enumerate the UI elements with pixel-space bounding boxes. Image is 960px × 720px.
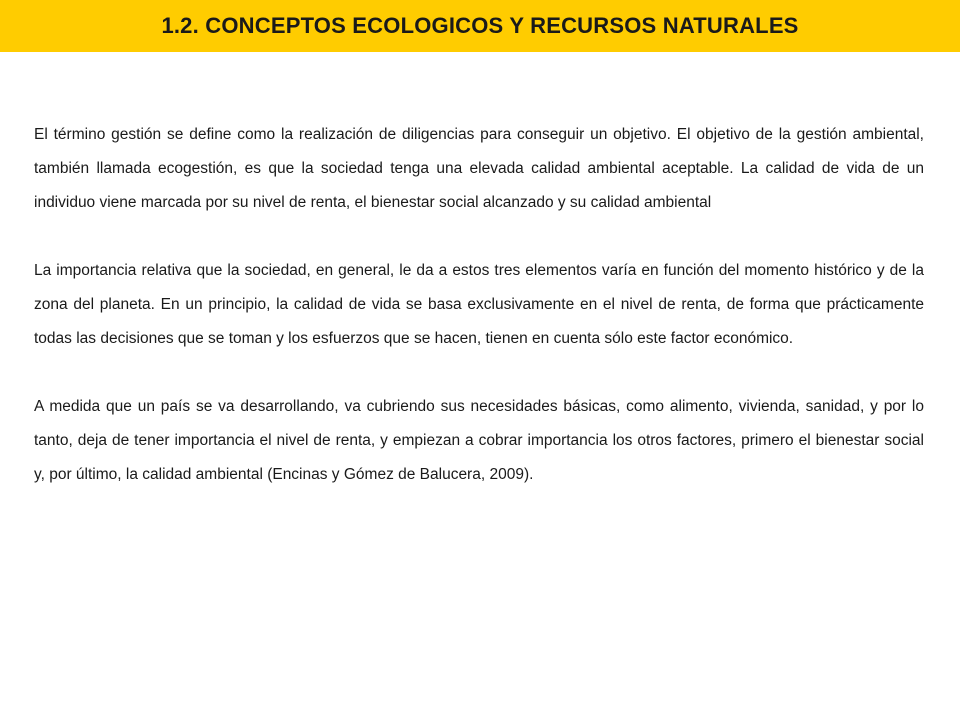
paragraph-1: El término gestión se define como la realización de diligencias para conseguir un objetivo. El objetivo de la gestión ambiental, también llamada ecogestión, es que la sociedad tenga una elevada calidad ambiental aceptable. La calidad de vida de un individuo viene marcada por su nivel de renta, el bienestar social alcanzado y su calidad ambiental — [34, 126, 924, 211]
paragraph-2: La importancia relativa que la sociedad, en general, le da a estos tres elementos varía en función del momento histórico y de la zona del planeta. En un principio, la calidad de vida se basa exclusivamente en el nivel de renta, de forma que prácticamente todas las decisiones que se toman y los esfuerzos que se hacen, tienen en cuenta sólo este factor económico. — [34, 262, 924, 347]
paragraph-3: A medida que un país se va desarrollando, va cubriendo sus necesidades básicas, como alimento, vivienda, sanidad, y por lo tanto, deja de tener importancia el nivel de renta, y empiezan a cobrar importancia los otros factores, primero el bienestar social y, por último, la calidad ambiental (Encinas y Gómez de Balucera, 2009). — [34, 398, 924, 483]
slide-title: 1.2. CONCEPTOS ECOLOGICOS Y RECURSOS NATURALES — [161, 13, 799, 38]
slide-body — [34, 118, 924, 526]
title-bar — [0, 0, 960, 52]
